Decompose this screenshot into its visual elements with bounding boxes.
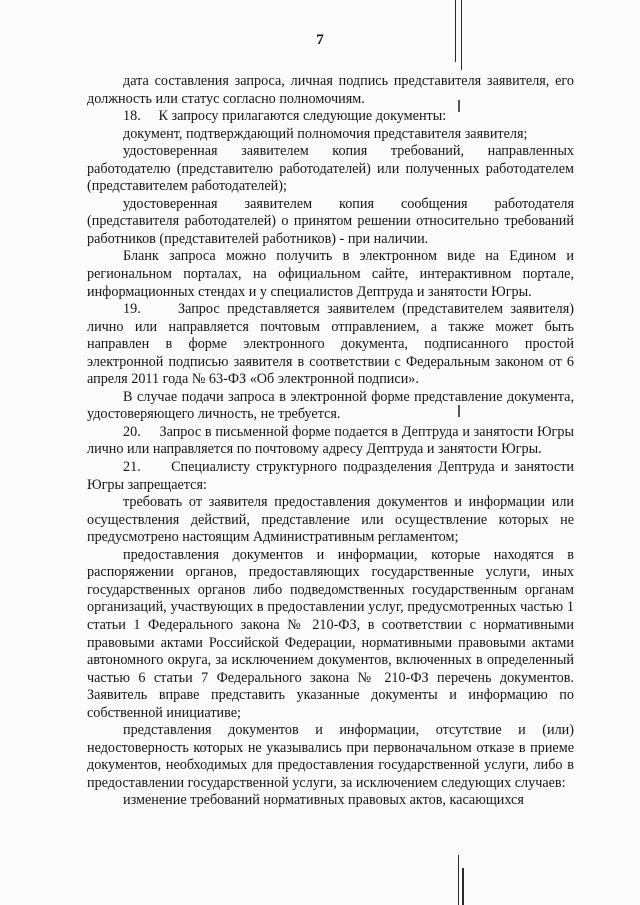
scan-artifact xyxy=(462,868,464,905)
paragraph: Бланк запроса можно получить в электронном виде на Едином и региональном порталах, на официальном сайте, интерактивном портале, информационных стендах и у специалистов Дептруда и занятости Югры. xyxy=(87,248,574,300)
paragraph: 19. Запрос представляется заявителем (представителем заявителя) лично или направляется почтовым отправлением, а также может быть направлен в форме электронного документа, подписанного простой электронной подписью заявителя в соответствии с Федеральным законом от 6 апреля 2011 года № 63-ФЗ «Об электронной подписи». xyxy=(87,301,574,388)
scan-artifact xyxy=(455,0,456,62)
paragraph: дата составления запроса, личная подпись представителя заявителя, его должность или статус согласно полномочиям. xyxy=(87,73,574,107)
paragraph: 21. Специалисту структурного подразделения Дептруда и занятости Югры запрещается: xyxy=(87,459,574,493)
paragraph: удостоверенная заявителем копия сообщения работодателя (представителя работодателей) о принятом решении относительно требований работников (представителей работников) - при наличии. xyxy=(87,195,574,247)
paragraph: требовать от заявителя предоставления документов и информации или осуществления действий, представление или осуществление которых не предусмотрено настоящим Административным регламентом; xyxy=(87,494,574,546)
document-body xyxy=(87,73,574,810)
paragraph: представления документов и информации, отсутствие и (или) недостоверность которых не указывались при первоначальном отказе в приеме документов, необходимых для предоставления государственной услуги, либо в предоставлении государственной услуги, за исключением следующих случаев: xyxy=(87,722,574,791)
scan-artifact xyxy=(458,855,459,905)
scan-artifact xyxy=(461,0,462,70)
page-number: 7 xyxy=(316,32,324,48)
paragraph: предоставления документов и информации, которые находятся в распоряжении органов, предоставляющих государственные услуги, иных государственных органов либо подведомственных государственным органам организаций, участвующих в предоставлении услуг, предусмотренных частью 1 статьи 1 Федерального закона № 210-ФЗ, в соответствии с нормативными правовыми актами Российской Федерации, нормативными правовыми актами автономного округа, за исключением документов, включенных в определенный частью 6 статьи 7 Федерального закона № 210-ФЗ перечень документов. Заявитель вправе представить указанные документы и информацию по собственной инициативе; xyxy=(87,546,574,721)
paragraph: изменение требований нормативных правовых актов, касающихся xyxy=(123,792,524,809)
paragraph: документ, подтверждающий полномочия представителя заявителя; xyxy=(123,125,528,142)
paragraph: 20. Запрос в письменной форме подается в Дептруда и занятости Югры лично или направляется по почтовому адресу Дептруда и занятости Югры. xyxy=(87,423,574,458)
paragraph: В случае подачи запроса в электронной форме представление документа, удостоверяющего личность, не требуется. xyxy=(87,388,574,423)
paragraph: 18. К запросу прилагаются следующие документы: xyxy=(123,108,447,125)
paragraph: удостоверенная заявителем копия требований, направленных работодателю (представителю работодателей) или полученных работодателем (представителем работодателей); xyxy=(87,143,574,195)
